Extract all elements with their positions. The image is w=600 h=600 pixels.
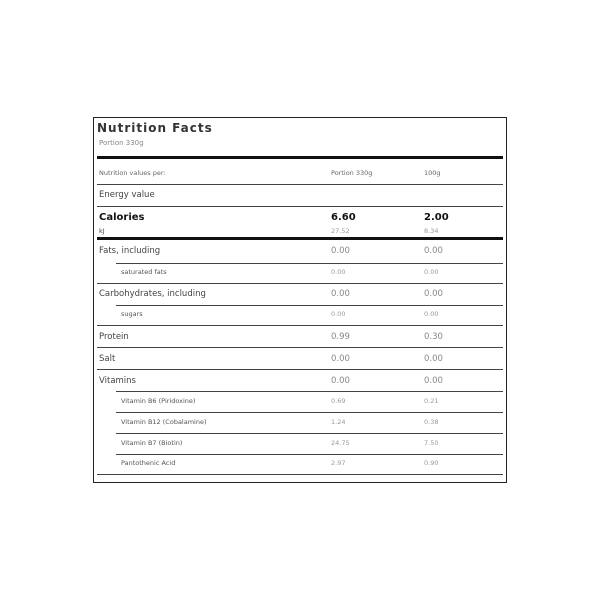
row-per100: 0.00	[424, 310, 439, 318]
row-per100: 0.00	[424, 268, 439, 276]
divider	[97, 184, 503, 185]
divider	[116, 433, 503, 434]
header-col-portion: Portion 330g	[331, 169, 373, 177]
row-label: sugars	[121, 310, 143, 318]
divider	[97, 206, 503, 207]
divider	[97, 283, 503, 284]
calories-label: Calories	[99, 212, 145, 223]
row-label: Pantothenic Acid	[121, 459, 176, 467]
calories-per100: 2.00	[424, 212, 449, 223]
row-per100: 0.38	[424, 418, 439, 426]
thick-divider-mid	[97, 237, 503, 240]
row-per100: 0.00	[424, 289, 443, 299]
row-per100: 0.30	[424, 332, 443, 342]
row-label: Vitamins	[99, 376, 136, 386]
header-label: Nutrition values per:	[99, 169, 166, 177]
row-label: Fats, including	[99, 246, 161, 256]
row-portion: 1.24	[331, 418, 346, 426]
divider	[116, 391, 503, 392]
row-label: Protein	[99, 332, 129, 342]
row-portion: 2.97	[331, 459, 346, 467]
calories-portion: 6.60	[331, 212, 356, 223]
nutrition-facts-label	[93, 117, 507, 483]
row-label: saturated fats	[121, 268, 167, 276]
row-portion: 0.00	[331, 376, 350, 386]
kj-portion: 27.52	[331, 227, 350, 235]
divider	[97, 369, 503, 370]
divider	[116, 305, 503, 306]
row-label: Vitamin B12 (Cobalamine)	[121, 418, 207, 426]
kj-label: kJ	[99, 227, 105, 235]
label-title: Nutrition Facts	[97, 121, 213, 135]
row-portion: 0.00	[331, 289, 350, 299]
divider	[97, 474, 503, 475]
row-per100: 0.00	[424, 376, 443, 386]
divider	[116, 454, 503, 455]
row-portion: 0.00	[331, 246, 350, 256]
row-portion: 0.99	[331, 332, 350, 342]
divider	[97, 325, 503, 326]
row-portion: 0.00	[331, 354, 350, 364]
thick-divider-top	[97, 156, 503, 159]
kj-per100: 8.34	[424, 227, 439, 235]
label-subtitle: Portion 330g	[99, 139, 144, 147]
row-portion: 0.00	[331, 310, 346, 318]
row-per100: 0.90	[424, 459, 439, 467]
row-label: Salt	[99, 354, 116, 364]
row-portion: 0.00	[331, 268, 346, 276]
row-per100: 0.00	[424, 354, 443, 364]
row-per100: 0.21	[424, 397, 439, 405]
row-portion: 0.69	[331, 397, 346, 405]
row-per100: 7.50	[424, 439, 439, 447]
row-label: Carbohydrates, including	[99, 289, 206, 299]
row-portion: 24.75	[331, 439, 350, 447]
energy-label: Energy value	[99, 190, 155, 200]
row-label: Vitamin B6 (Piridoxine)	[121, 397, 196, 405]
divider	[116, 263, 503, 264]
divider	[116, 412, 503, 413]
row-per100: 0.00	[424, 246, 443, 256]
row-label: Vitamin B7 (Biotin)	[121, 439, 183, 447]
header-col-100g: 100g	[424, 169, 441, 177]
divider	[97, 347, 503, 348]
